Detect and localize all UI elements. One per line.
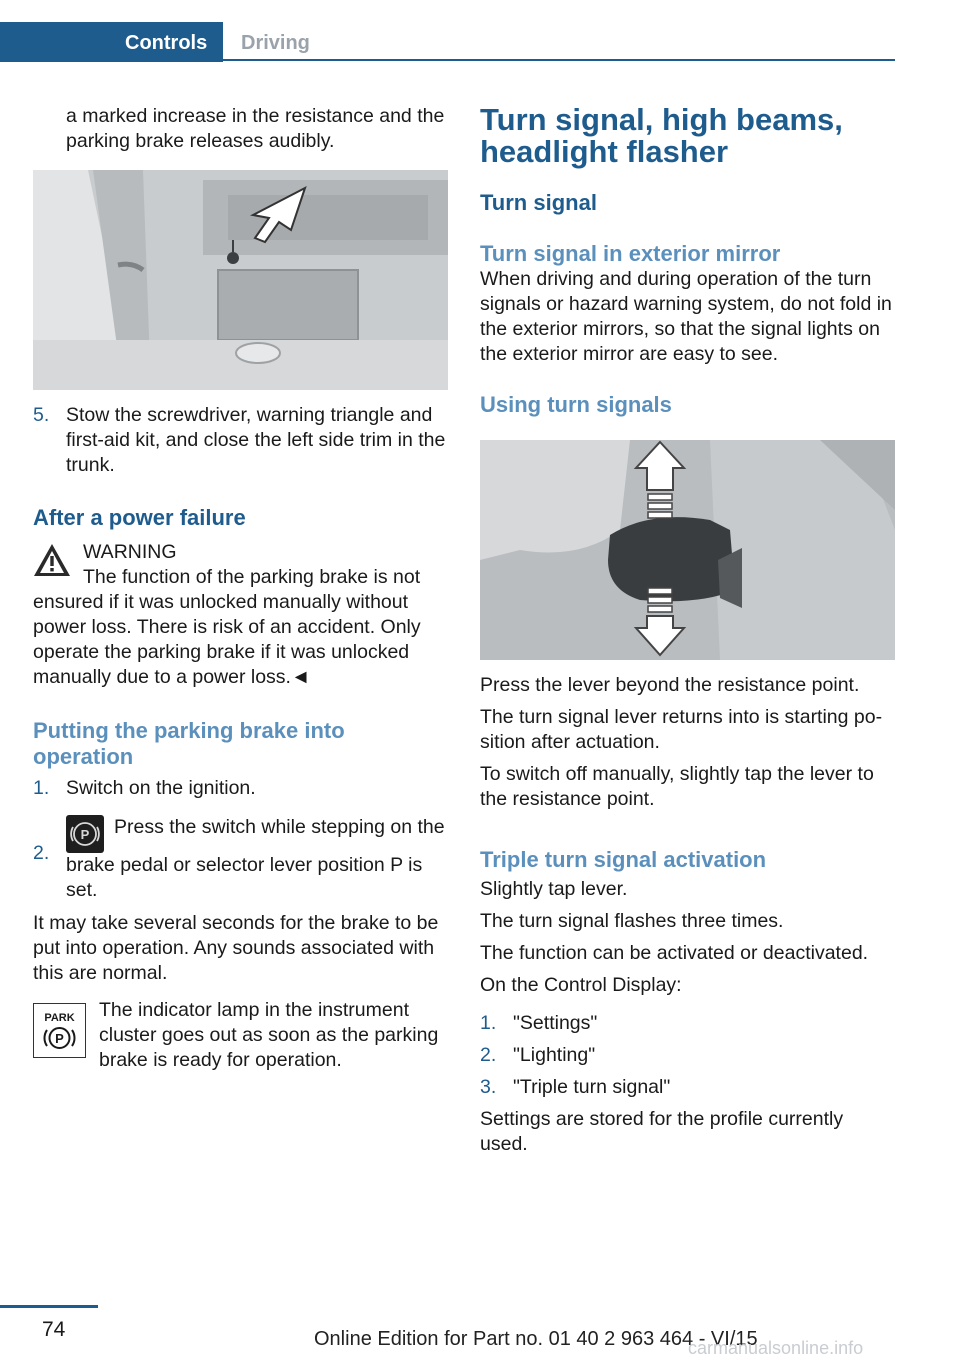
press-text: Press the lever beyond the resistance point. xyxy=(480,674,860,696)
warning-triangle-icon xyxy=(33,542,71,583)
page-number: 74 xyxy=(42,1318,66,1341)
turn-signal-lever-illustration xyxy=(480,440,895,660)
heading-triple-turn-signal: Triple turn signal activation xyxy=(480,847,767,872)
warning-block xyxy=(33,540,448,690)
list-item-op2 xyxy=(33,815,448,903)
step-text: "Lighting" xyxy=(513,1044,596,1066)
park-label: PARK xyxy=(44,1012,75,1024)
right-column xyxy=(480,104,895,418)
edition-text: Online Edition for Part no. 01 40 2 963 464 - VI/15 xyxy=(314,1328,758,1350)
watermark[interactable]: carmanualsonline.info xyxy=(688,1338,864,1358)
heading-turn-signal: Turn signal xyxy=(480,190,597,215)
right-column-body xyxy=(480,673,895,1157)
step-text: Press the switch while stepping on the brake pedal or selector lever position P is set. xyxy=(66,816,445,901)
left-column-body xyxy=(33,403,448,1073)
left-column xyxy=(33,104,448,154)
step-number: 1. xyxy=(33,777,50,799)
function-text: The function can be activated or deactivated. xyxy=(480,942,869,964)
tab-controls[interactable]: Controls xyxy=(0,22,223,62)
stored-text: Settings are stored for the profile currently used. xyxy=(480,1108,844,1155)
flashes-text: The turn signal flashes three times. xyxy=(480,910,784,932)
list-item-triple-turn-signal xyxy=(480,1075,895,1100)
para-several-seconds: It may take several seconds for the brake to be put into operation. Any sounds associated with this are normal. xyxy=(33,912,439,984)
heading-using-turn-signals: Using turn signals xyxy=(480,392,672,417)
mirror-text: When driving and during operation of the turn signals or hazard warning system, do not fold in the exterior mirrors, so that the signal lights on the exterior mirror are easy to see. xyxy=(480,268,892,365)
tap-text: Slightly tap lever. xyxy=(480,878,628,900)
list-item-step5 xyxy=(33,403,448,478)
indicator-text: The indicator lamp in the instrument cluster goes out as soon as the parking brake is ready for operation. xyxy=(99,999,439,1071)
trunk-illustration xyxy=(33,170,448,390)
step-number: 1. xyxy=(480,1012,497,1034)
heading-exterior-mirror: Turn signal in exterior mirror xyxy=(480,241,781,266)
step-number: 3. xyxy=(480,1076,497,1098)
p-symbol: P xyxy=(55,1031,64,1046)
footer-rule xyxy=(0,1305,98,1308)
indicator-block xyxy=(33,998,448,1073)
step-text: Switch on the ignition. xyxy=(66,777,256,799)
parking-brake-switch-icon xyxy=(66,815,104,853)
control-display-text: On the Control Display: xyxy=(480,974,682,996)
list-item-op1 xyxy=(33,776,448,801)
lever-drawing xyxy=(480,440,895,660)
step-number: 2. xyxy=(480,1044,497,1066)
list-item-settings xyxy=(480,1011,895,1036)
heading-putting-into-operation: Putting the parking brake into operation xyxy=(33,718,345,769)
switch-off-text: To switch off manually, slightly tap the lever to the resistance point. xyxy=(480,763,874,810)
intro-text: a marked increase in the resistance and the parking brake releases audibly. xyxy=(66,105,445,152)
chapter-tabs xyxy=(0,22,895,62)
heading-turn-signal-main: Turn signal, high beams, headlight flasher xyxy=(480,102,843,169)
tab-driving[interactable]: Driving xyxy=(241,32,310,54)
park-indicator-icon xyxy=(33,1003,86,1058)
warning-title: WARNING xyxy=(83,541,177,563)
list-item-lighting xyxy=(480,1043,895,1068)
returns-text: The turn signal lever returns into is starting po‐sition after actuation. xyxy=(480,706,883,753)
step-text: "Triple turn signal" xyxy=(513,1076,671,1098)
warning-text-rest: ensured if it was unlocked manually without power loss. There is risk of an accident. Only operate the parking brake if it was unlocked manually due to a power loss.◄ xyxy=(33,591,421,688)
step-number: 5. xyxy=(33,404,50,426)
step-text: "Settings" xyxy=(513,1012,598,1034)
warning-text-first: The function of the parking brake is not xyxy=(83,566,421,588)
trunk-drawing xyxy=(33,170,448,390)
heading-power-failure: After a power failure xyxy=(33,505,246,530)
step-text: Stow the screwdriver, warning triangle and first-aid kit, and close the left side trim in the trunk. xyxy=(66,404,446,476)
step-number: 2. xyxy=(33,842,50,864)
header-rule xyxy=(223,59,895,61)
svg-text:P: P xyxy=(80,827,90,842)
